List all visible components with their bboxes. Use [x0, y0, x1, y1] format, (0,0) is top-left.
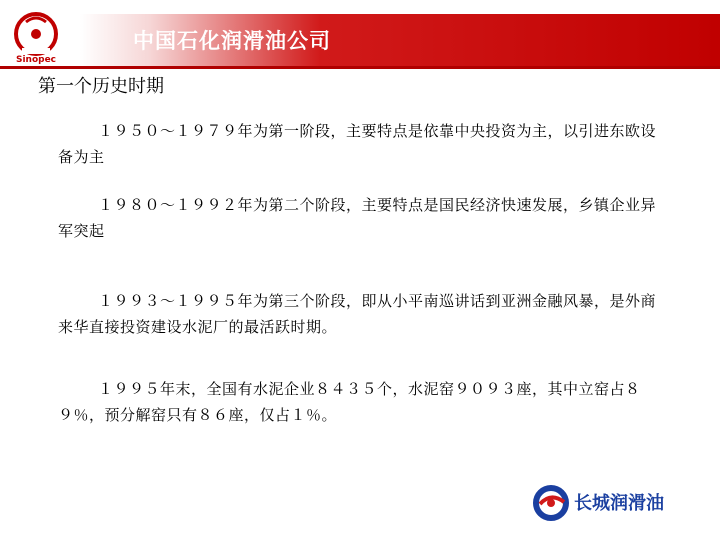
sinopec-logo-text: Sinopec	[15, 55, 57, 64]
footer-brand-text: 长城润滑油	[574, 493, 664, 514]
paragraph-stage-2: １９８０～１９９２年为第二个阶段，主要特点是国民经济快速发展，乡镇企业异军突起	[58, 196, 657, 240]
header-title: 中国石化润滑油公司	[133, 29, 331, 53]
header-band	[0, 14, 720, 66]
paragraph-stage-3: １９９３～１９９５年为第三个阶段，即从小平南巡讲话到亚洲金融风暴，是外商来华直接投资建设水泥厂的最活跃时期。	[58, 292, 657, 336]
footer-brand	[532, 484, 712, 524]
header-divider	[0, 66, 720, 69]
paragraph-summary-1995: １９９５年末，全国有水泥企业８４３５个，水泥窑９０９３座，其中立窑占８９％，预分解窑只有８６座，仅占１％。	[58, 380, 641, 424]
sinopec-logo-icon	[8, 8, 64, 64]
section-title: 第一个历史时期	[38, 76, 164, 97]
great-wall-logo-icon	[532, 484, 570, 522]
paragraph-stage-1: １９５０～１９７９年为第一阶段，主要特点是依靠中央投资为主，以引进东欧设备为主	[58, 122, 657, 166]
